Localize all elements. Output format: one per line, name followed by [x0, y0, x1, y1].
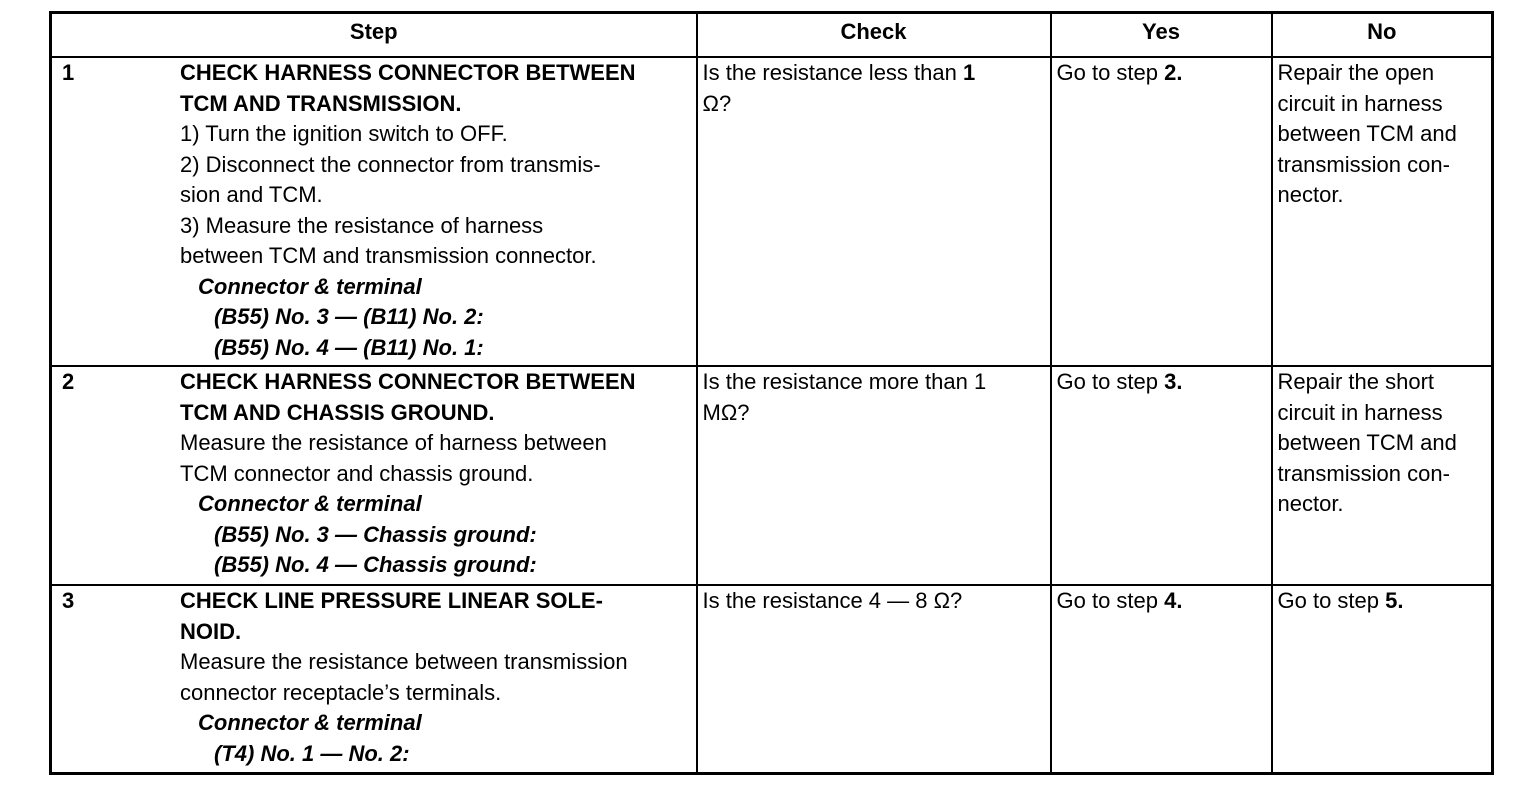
check-unit: MΩ? — [702, 399, 750, 425]
check-text: Is the resistance less than — [702, 60, 963, 85]
connector-terminal-heading: Connector & terminal — [198, 710, 422, 735]
step-cell — [51, 57, 697, 366]
yes-step: 3. — [1164, 369, 1183, 394]
no-cell — [1272, 366, 1493, 585]
check-text: Is the resistance 4 — 8 Ω? — [702, 588, 963, 613]
no-text: between TCM and — [1277, 121, 1457, 146]
no-text: nector. — [1277, 182, 1344, 207]
check-cell — [697, 366, 1051, 585]
step-instruction: 1) Turn the ignition switch to OFF. — [180, 121, 508, 146]
connector-terminal-heading: Connector & terminal — [198, 491, 422, 516]
yes-cell — [1051, 366, 1272, 585]
connector-terminal-line: (B55) No. 3 — Chassis ground: — [214, 521, 537, 547]
no-text: transmission con- — [1277, 151, 1450, 177]
yes-cell — [1051, 57, 1272, 366]
step-instruction: Measure the resistance of harness between — [180, 430, 607, 455]
yes-step: 2. — [1164, 60, 1183, 85]
no-text: circuit in harness — [1277, 399, 1443, 425]
no-step: 5. — [1385, 588, 1404, 613]
check-value: 1 — [962, 60, 976, 85]
diagnostic-steps-table — [49, 11, 1494, 775]
step-instruction: 2) Disconnect the connector from transmis- — [180, 151, 601, 177]
connector-terminal-line: (B55) No. 3 — (B11) No. 2: — [214, 304, 484, 329]
step-number: 3 — [62, 588, 75, 613]
step-instruction: 3) Measure the resistance of harness — [180, 212, 544, 238]
step-title: CHECK HARNESS CONNECTOR BETWEEN — [180, 60, 636, 85]
check-unit: Ω? — [702, 90, 732, 116]
check-cell — [697, 585, 1051, 774]
step-title: CHECK LINE PRESSURE LINEAR SOLE- — [180, 588, 603, 613]
connector-terminal-line: (B55) No. 4 — Chassis ground: — [214, 552, 537, 577]
header-step: Step — [51, 13, 697, 58]
step-instruction: between TCM and transmission connector. — [180, 243, 597, 268]
no-text: Go to step — [1277, 588, 1386, 613]
yes-text: Go to step — [1056, 588, 1165, 613]
step-instruction: Measure the resistance between transmission — [180, 649, 628, 674]
header-check: Check — [697, 13, 1051, 58]
yes-step: 4. — [1164, 588, 1183, 613]
header-no: No — [1272, 13, 1493, 58]
step-cell — [51, 585, 697, 774]
table-row — [51, 366, 1493, 585]
step-instruction: TCM connector and chassis ground. — [180, 460, 534, 486]
no-text: between TCM and — [1277, 430, 1457, 455]
step-title: CHECK HARNESS CONNECTOR BETWEEN — [180, 369, 636, 394]
header-yes: Yes — [1051, 13, 1272, 58]
no-text: circuit in harness — [1277, 90, 1443, 116]
yes-text: Go to step — [1056, 60, 1165, 85]
connector-terminal-heading: Connector & terminal — [198, 273, 422, 299]
connector-terminal-line: (T4) No. 1 — No. 2: — [214, 740, 410, 766]
no-text: Repair the short — [1277, 369, 1435, 394]
step-cell — [51, 366, 697, 585]
step-number: 2 — [62, 369, 75, 394]
check-text: Is the resistance more than 1 — [702, 369, 987, 394]
no-text: nector. — [1277, 491, 1344, 516]
no-cell — [1272, 585, 1493, 774]
step-number: 1 — [62, 60, 75, 85]
table-row — [51, 57, 1493, 366]
yes-text: Go to step — [1056, 369, 1165, 394]
step-instruction: sion and TCM. — [180, 182, 323, 207]
no-text: transmission con- — [1277, 460, 1450, 486]
step-title: NOID. — [180, 618, 242, 644]
table-row — [51, 585, 1493, 774]
step-title: TCM AND TRANSMISSION. — [180, 90, 462, 116]
step-instruction: connector receptacle’s terminals. — [180, 679, 502, 705]
check-cell — [697, 57, 1051, 366]
no-cell — [1272, 57, 1493, 366]
step-title: TCM AND CHASSIS GROUND. — [180, 399, 495, 425]
header-row — [51, 13, 1493, 58]
connector-terminal-line: (B55) No. 4 — (B11) No. 1: — [214, 334, 484, 360]
yes-cell — [1051, 585, 1272, 774]
no-text: Repair the open — [1277, 60, 1435, 85]
